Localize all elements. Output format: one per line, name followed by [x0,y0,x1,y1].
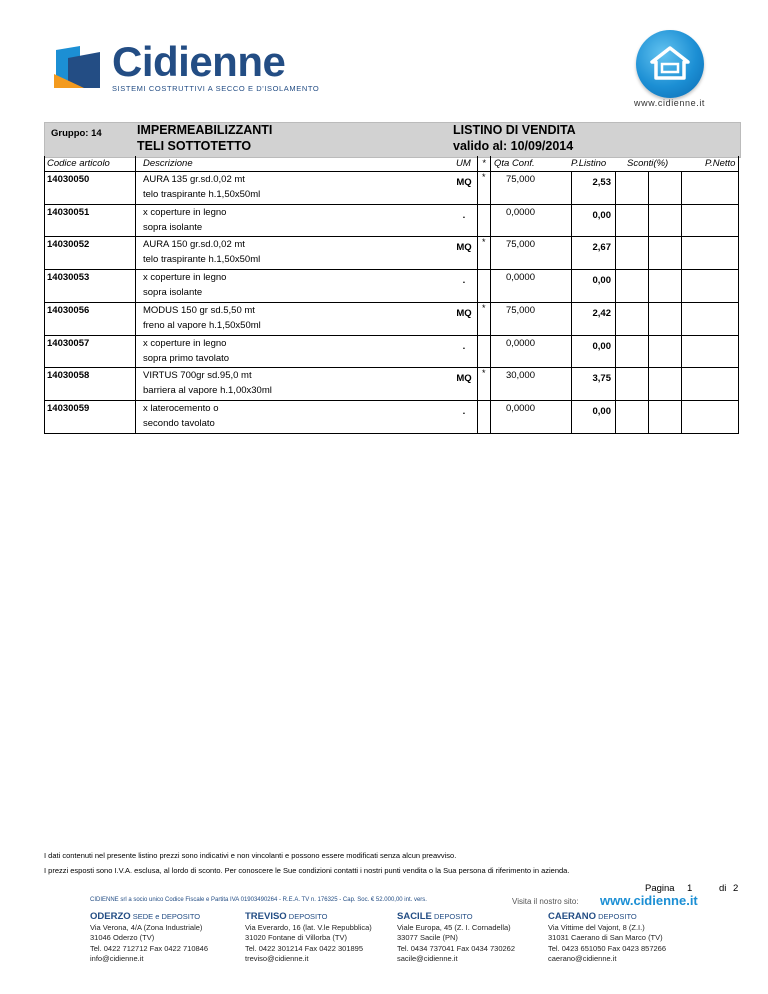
description-line-2: sopra primo tavolato [143,352,230,364]
description-line-2: telo traspirante h.1,50x50ml [143,189,261,200]
col-header-descrizione: Descrizione [143,158,193,169]
office-phone: Tel. 0422 301214 Fax 0422 301895 [245,943,364,953]
article-code: 14030058 [47,370,90,382]
unit-of-measure: MQ [456,177,472,188]
col-header-um: UM [456,158,471,169]
office-sacile [397,912,515,965]
col-header-sconti: Sconti(%) [627,158,669,169]
listino-title: LISTINO DI VENDITA [453,123,576,137]
listino-validity: valido al: 10/09/2014 [453,139,574,153]
list-price: 0,00 [592,340,611,352]
unit-of-measure: . [462,405,466,417]
category-title: IMPERMEABILIZZANTI [137,123,273,137]
pack-quantity: 0,0000 [505,402,535,414]
description-line-1: AURA 150 gr.sd.0,02 mt [143,239,245,251]
unit-of-measure: . [462,275,466,287]
list-price: 0,00 [592,275,611,287]
star-marker: * [482,302,486,313]
list-price: 3,75 [592,373,611,385]
office-address: Viale Europa, 45 (Z. I. Cornadella) [397,922,511,932]
article-code: 14030053 [47,272,90,284]
article-code: 14030052 [47,239,90,251]
office-phone: Tel. 0423 651050 Fax 0423 857266 [548,943,667,953]
home-icon [636,30,704,98]
pack-quantity: 75,000 [505,304,535,316]
page-number: 1 [687,883,693,894]
article-code: 14030056 [47,304,90,316]
unit-of-measure: MQ [456,242,472,254]
description-line-1: x coperture in legno [143,337,227,349]
address-footer [90,893,710,965]
logo-name: Cidienne [112,38,286,85]
office-zip: 31020 Fontane di Villorba (TV) [245,933,348,942]
office-type: DEPOSITO [598,912,637,921]
website-badge[interactable] [636,30,704,98]
description-line-1: x coperture in legno [143,272,227,284]
article-code: 14030057 [47,337,90,349]
description-line-2: freno al vapore h.1,50x50ml [143,319,261,331]
description-line-1: AURA 135 gr.sd.0,02 mt [143,174,245,185]
list-price: 0,00 [592,405,611,417]
description-line-1: VIRTUS 700gr sd.95,0 mt [143,370,252,382]
office-address: Via Everardo, 16 (lat. V.le Repubblica) [245,922,372,932]
office-type: SEDE e DEPOSITO [132,912,201,921]
col-header-listino: P.Listino [571,158,607,169]
star-marker: * [482,237,486,248]
disclaimer-line-1: I dati contenuti nel presente listino prezzi sono indicativi e non vincolanti e possono essere modificati senza alcun preavviso. [44,851,457,860]
office-email[interactable]: treviso@cidienne.it [245,954,309,963]
cidienne-logo [54,38,320,96]
group-band [44,122,741,158]
col-header-codice: Codice articolo [47,158,110,169]
office-type: DEPOSITO [433,912,473,921]
unit-of-measure: . [462,340,466,352]
star-marker: * [482,172,486,182]
office-oderzo [90,912,208,965]
page-of-label: di [719,883,727,894]
company-legal-line: CIDIENNE srl a socio unico Codice Fiscale e Partita IVA 01903490264 - R.E.A. TV n. 176325 - Cap. Soc. € 52.000,00 int. vers. [90,897,427,903]
office-phone: Tel. 0422 712712 Fax 0422 710846 [90,943,209,953]
pack-quantity: 0,0000 [505,337,535,349]
website-url[interactable]: www.cidienne.it [634,98,706,108]
office-email[interactable]: caerano@cidienne.it [548,954,617,963]
col-header-qta: Qta Conf. [494,158,535,169]
unit-of-measure: MQ [456,373,472,385]
description-line-2: telo traspirante h.1,50x50ml [143,254,261,266]
office-treviso [245,912,372,965]
description-line-1: MODUS 150 gr sd.5,50 mt [143,304,255,316]
description-line-2: barriera al vapore h.1,00x30ml [143,385,272,397]
office-phone: Tel. 0434 737041 Fax 0434 730262 [397,943,516,953]
office-city: ODERZO [90,911,131,922]
list-price: 0,00 [592,209,611,221]
footer-website-link[interactable]: www.cidienne.it [600,893,698,908]
price-table [44,156,739,434]
pack-quantity: 75,000 [505,239,535,251]
category-subtitle: TELI SOTTOTETTO [137,139,252,153]
disclaimer-line-2: I prezzi esposti sono I.V.A. esclusa, al lordo di sconto. Per conoscere le Sue condizioni contatti i nostri punti vendita o la Sua persona di riferimento in azienda. [44,866,570,875]
list-price: 2,42 [592,307,611,319]
office-email[interactable]: info@cidienne.it [90,954,144,963]
office-address: Via Vittime del Vajont, 8 (Z.I.) [548,922,645,932]
description-line-1: x laterocemento o [143,402,219,414]
col-header-netto: P.Netto [705,158,736,169]
office-city: TREVISO [245,911,287,922]
office-zip: 33077 Sacile (PN) [397,933,458,942]
office-city: SACILE [397,911,432,922]
unit-of-measure: MQ [456,307,472,319]
col-header-star: * [482,158,486,169]
office-city: CAERANO [548,911,597,922]
office-zip: 31031 Caerano di San Marco (TV) [548,933,663,942]
office-email[interactable]: sacile@cidienne.it [397,954,458,963]
description-line-2: secondo tavolato [143,417,215,429]
pack-quantity: 75,000 [505,174,535,185]
pack-quantity: 0,0000 [505,272,535,284]
visit-site-label: Visita il nostro sito: [512,897,579,906]
page-label: Pagina [645,883,675,894]
list-price: 2,67 [592,242,611,254]
office-type: DEPOSITO [288,912,328,921]
article-code: 14030050 [47,174,90,185]
unit-of-measure: . [462,209,466,221]
description-line-2: sopra isolante [143,287,203,299]
group-number: Gruppo: 14 [51,128,102,139]
article-code: 14030051 [47,206,90,218]
list-price: 2,53 [592,177,611,188]
office-address: Via Verona, 4/A (Zona Industriale) [90,922,203,932]
star-marker: * [482,368,486,379]
article-code: 14030059 [47,402,90,414]
pack-quantity: 0,0000 [505,206,535,218]
office-zip: 31046 Oderzo (TV) [90,933,155,942]
office-caerano [548,912,666,965]
description-line-2: sopra isolante [143,221,203,233]
description-line-1: x coperture in legno [143,206,227,218]
logo-mark-icon [54,44,102,90]
logo-tagline: SISTEMI COSTRUTTIVI A SECCO E D'ISOLAMENTO [112,84,320,93]
page-total: 2 [733,883,739,894]
pack-quantity: 30,000 [505,370,535,382]
